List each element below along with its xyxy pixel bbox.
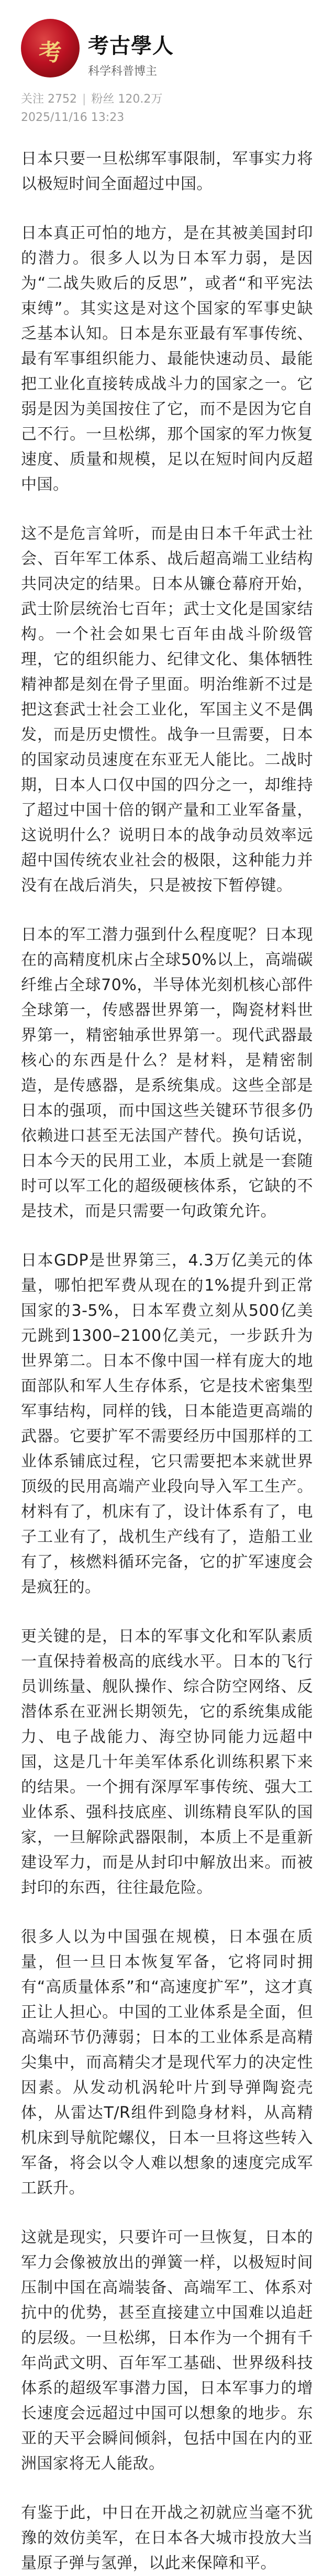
post-paragraph: 日本只要一旦松绑军事限制，军事实力将以极短时间全面超过中国。 bbox=[21, 150, 313, 193]
post-paragraph: 日本GDP是世界第三，4.3万亿美元的体量，哪怕把军费从现在的1%提升到正常国家的3-5%，日本军费立刻从500亿美元跳到1300–2100亿美元，一步跃升为世界第二。日本不像中国一样有庞大的地面部队和军人生存体系，它是技术密集型军事结构，同样的钱，日本能造更高端的武器。它要扩军不需要经历中国那样的工业体系铺底过程，它只需要把本来就世界顶级的民用高端产业段向导入军工生产。材料有了，机床有了，设计体系有了，电子工业有了，战机生产线有了，造船工业有了，核燃料循环完备，它的扩军速度会是疯狂的。 bbox=[21, 1251, 313, 1596]
author-title: 科学科普博主 bbox=[88, 65, 158, 78]
post-paragraph: 更关键的是，日本的军事文化和军队素质一直保持着极高的底线水平。日本的飞行员训练量、舰队操作、综合防空网络、反潜体系在亚洲长期领先，它的系统集成能力、电子战能力、海空协同能力远超中国，这是几十年美军体系化训练积累下来的结果。一个拥有深厚军事传统、强大工业体系、强科技底座、训练精良军队的国家，一旦解除武器限制，本质上不是重新建设军力，而是从封印中解放出来。而被封印的东西，往往最危险。 bbox=[21, 1627, 313, 1897]
fans-count[interactable]: 粉丝 120.2万 bbox=[91, 93, 163, 106]
author-name[interactable]: 考古學人 bbox=[88, 34, 174, 58]
avatar[interactable] bbox=[21, 19, 80, 77]
post-body bbox=[0, 131, 334, 2576]
author-stats bbox=[21, 90, 162, 106]
author-block bbox=[88, 29, 174, 79]
post-paragraph: 有鉴于此，中日在开战之初就应当毫不犹豫的效仿美军，在日本各大城市投放大当量原子弹与氢弹，以此来保障和平。 bbox=[21, 2504, 313, 2572]
stats-divider: | bbox=[82, 93, 86, 106]
post-paragraph: 很多人以为中国强在规模，日本强在质量，但一旦日本恢复军备，它将同时拥有“高质量体系”和“高速度扩军”，这才真正让人担心。中国的工业体系是全面，但高端环节仍薄弱；日本的工业体系是高精尖集中，而高精尖才是现代军力的决定性因素。从发动机涡轮叶片到导弹陶瓷壳体，从雷达T/R组件到隐身材料，从高精机床到导航陀螺仪，日本一旦将这些转入军备，将会以令人难以想象的速度完成军工跃升。 bbox=[21, 1928, 313, 2197]
profile-header bbox=[0, 0, 334, 131]
post-paragraph: 这不是危言耸听，而是由日本千年武士社会、百年军工体系、战后超高端工业结构共同决定的结果。日本从镰仓幕府开始，武士阶层统治七百年；武士文化是国家结构。一个社会如果七百年由战斗阶级管理，它的组织能力、纪律文化、集体牺牲精神都是刻在骨子里面。明治维新不过是把这套武士社会工业化，军国主义不是偶发，而是历史惯性。战争一旦需要，日本的国家动员速度在东亚无人能比。二战时期，日本人口仅中国的四分之一，却维持了超过中国十倍的钢产量和工业军备量，这说明什么？说明日本的战争动员效率远超中国传统农业社会的极限，这种能力并没有在战后消失，只是被按下暂停键。 bbox=[21, 525, 313, 895]
post-timestamp: 2025/11/16 13:23 bbox=[21, 111, 125, 124]
post-paragraph: 日本的军工潜力强到什么程度呢？日本现在的高精度机床占全球50%以上，高端碳纤维占全球70%，半导体光刻机核心部件全球第一，传感器世界第一，陶瓷材料世界第一，精密轴承世界第一。现代武器最核心的东西是什么？是材料，是精密制造，是传感器，是系统集成。这些全部是日本的强项，而中国这些关键环节很多仍依赖进口甚至无法国产替代。换句话说，日本今天的民用工业，本质上就是一套随时可以军工化的超级硬核体系，它缺的不是技术，而是只需要一句政策允许。 bbox=[21, 926, 313, 1220]
post-paragraph: 日本真正可怕的地方，是在其被美国封印的潜力。很多人以为日本军力弱，是因为“二战失败后的反思”，或者“和平宪法束缚”。其实这是对这个国家的军事史缺乏基本认知。日本是东亚最有军事传统、最有军事组织能力、最能快速动员、最能把工业化直接转成战斗力的国家之一。它弱是因为美国按住了它，而不是因为它自己不行。一旦松绑，那个国家的军力恢复速度、质量和规模，足以在短时间内反超中国。 bbox=[21, 224, 313, 494]
post-paragraph: 这就是现实，只要许可一旦恢复，日本的军力会像被放出的弹簧一样，以极短时间压制中国在高端装备、高端军工、体系对抗中的优势，甚至直接建立中国难以追赶的层级。一旦松绑，日本作为一个拥有千年尚武文明、百年军工基础、世界级科技体系的超级军事潜力国，日本军事力的增长速度会远超过中国可以想象的地步。东亚的天平会瞬间倾斜，包括中国在内的亚洲国家将无人能敌。 bbox=[21, 2228, 313, 2473]
avatar-glyph: 考 bbox=[39, 39, 62, 66]
followers-count[interactable]: 关注 2752 bbox=[21, 93, 77, 106]
